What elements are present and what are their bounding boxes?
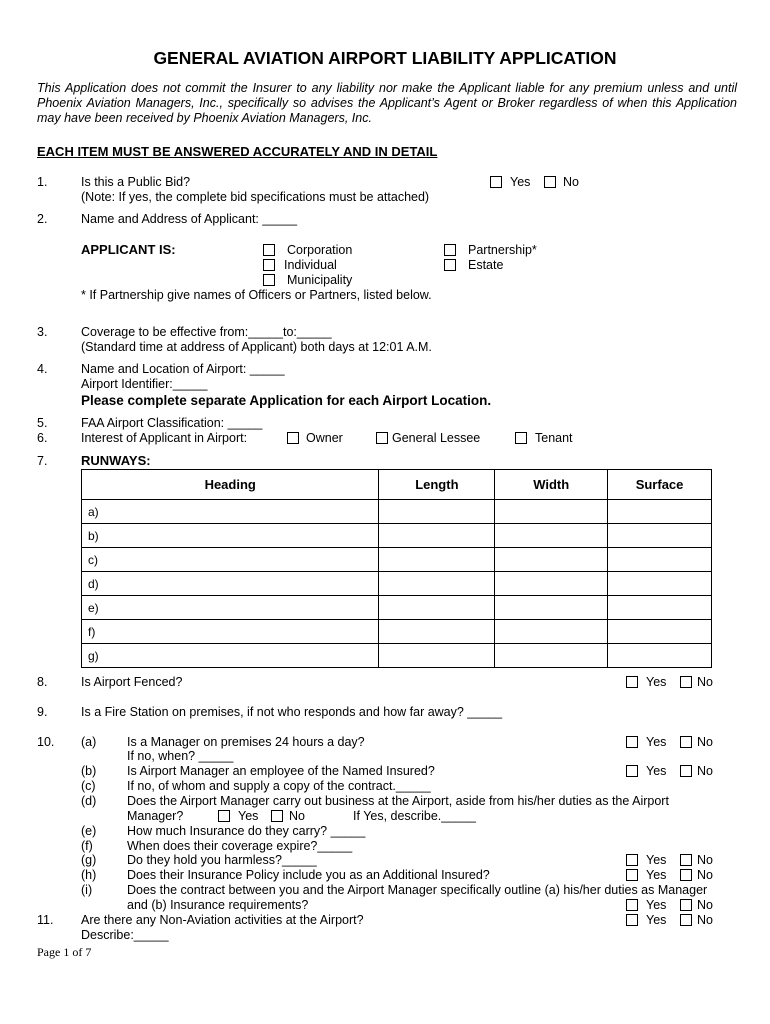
q8-number: 8. xyxy=(37,675,48,689)
q10i-yes-label: Yes xyxy=(646,898,667,912)
q2-text: Name and Address of Applicant: _____ xyxy=(81,212,298,226)
runway-width-cell[interactable] xyxy=(495,572,608,596)
q10a-letter: (a) xyxy=(81,735,97,749)
q1-note: (Note: If yes, the complete bid specifications must be attached) xyxy=(81,190,430,204)
runway-heading-cell[interactable]: f) xyxy=(82,620,379,644)
q5-text: FAA Airport Classification: _____ xyxy=(81,416,263,430)
q3-number: 3. xyxy=(37,325,48,339)
table-row xyxy=(82,596,712,620)
individual-label: Individual xyxy=(284,258,337,272)
q4-number: 4. xyxy=(37,362,48,376)
q10g-yes-checkbox[interactable] xyxy=(626,854,638,866)
runway-width-cell[interactable] xyxy=(495,596,608,620)
runway-length-cell[interactable] xyxy=(379,500,495,524)
q10d-text2: Manager? xyxy=(127,809,184,823)
general-lessee-label: General Lessee xyxy=(392,431,481,445)
q10a-text: Is a Manager on premises 24 hours a day? xyxy=(127,735,365,749)
q10e-letter: (e) xyxy=(81,824,97,838)
q10a-sub: If no, when? _____ xyxy=(127,749,234,763)
header-surface: Surface xyxy=(608,470,712,500)
q2-number: 2. xyxy=(37,212,48,226)
q6-text: Interest of Applicant in Airport: xyxy=(81,431,248,445)
runway-surface-cell[interactable] xyxy=(608,548,712,572)
runway-heading-cell[interactable]: d) xyxy=(82,572,379,596)
q10d-ifyes: If Yes, describe._____ xyxy=(353,809,477,823)
q11-sub: Describe:_____ xyxy=(81,928,169,942)
q9-text: Is a Fire Station on premises, if not who responds and how far away? _____ xyxy=(81,705,503,719)
q10i-text2: and (b) Insurance requirements? xyxy=(127,898,309,912)
runway-heading-cell[interactable]: g) xyxy=(82,644,379,668)
runway-length-cell[interactable] xyxy=(379,596,495,620)
table-row xyxy=(82,620,712,644)
q10a-no-label: No xyxy=(697,735,713,749)
runway-width-cell[interactable] xyxy=(495,524,608,548)
runway-length-cell[interactable] xyxy=(379,620,495,644)
runway-length-cell[interactable] xyxy=(379,524,495,548)
q1-yes-label: Yes xyxy=(510,175,531,189)
runway-width-cell[interactable] xyxy=(495,620,608,644)
header-width: Width xyxy=(495,470,608,500)
q8-no-checkbox[interactable] xyxy=(680,676,692,688)
partnership-checkbox[interactable] xyxy=(444,244,456,256)
runway-heading-cell[interactable]: c) xyxy=(82,548,379,572)
q10b-yes-checkbox[interactable] xyxy=(626,765,638,777)
q10d-yes-label: Yes xyxy=(238,809,259,823)
q11-yes-label: Yes xyxy=(646,913,667,927)
municipality-label: Municipality xyxy=(287,273,353,287)
runway-width-cell[interactable] xyxy=(495,548,608,572)
table-row xyxy=(82,548,712,572)
page-number: Page 1 of 7 xyxy=(37,945,92,959)
q10-number: 10. xyxy=(37,735,55,749)
runways-label: RUNWAYS: xyxy=(81,453,151,468)
runway-heading-cell[interactable]: b) xyxy=(82,524,379,548)
runway-heading-cell[interactable]: a) xyxy=(82,500,379,524)
individual-checkbox[interactable] xyxy=(263,259,275,271)
q10a-yes-checkbox[interactable] xyxy=(626,736,638,748)
estate-label: Estate xyxy=(468,258,504,272)
q7-number: 7. xyxy=(37,454,48,468)
owner-checkbox[interactable] xyxy=(287,432,299,444)
runways-table xyxy=(81,469,712,668)
q1-number: 1. xyxy=(37,175,48,189)
corporation-checkbox[interactable] xyxy=(263,244,275,256)
q10g-no-checkbox[interactable] xyxy=(680,854,692,866)
runway-length-cell[interactable] xyxy=(379,644,495,668)
q1-text: Is this a Public Bid? xyxy=(81,175,191,189)
q11-no-checkbox[interactable] xyxy=(680,914,692,926)
q10g-yes-label: Yes xyxy=(646,853,667,867)
q10d-letter: (d) xyxy=(81,794,97,808)
applicant-is-label: APPLICANT IS: xyxy=(81,242,176,257)
q10h-no-label: No xyxy=(697,868,713,882)
q10g-no-label: No xyxy=(697,853,713,867)
q10e-text: How much Insurance do they carry? _____ xyxy=(127,824,366,838)
q8-yes-checkbox[interactable] xyxy=(626,676,638,688)
runway-length-cell[interactable] xyxy=(379,572,495,596)
q3-note: (Standard time at address of Applicant) both days at 12:01 A.M. xyxy=(81,340,432,354)
q10g-text: Do they hold you harmless?_____ xyxy=(127,853,317,867)
q10h-letter: (h) xyxy=(81,868,97,882)
q10h-no-checkbox[interactable] xyxy=(680,869,692,881)
q5-number: 5. xyxy=(37,416,48,430)
disclaimer-text: This Application does not commit the Insurer to any liability nor make the Applicant liable for any premium unless and until Phoenix Aviation Managers, Inc., specifically so advises the Applicant’s Agent or Broker regardless of when this Application may have been received by Phoenix Aviation Managers, Inc. xyxy=(37,81,737,125)
header-length: Length xyxy=(379,470,495,500)
q10d-yes-checkbox[interactable] xyxy=(218,810,230,822)
owner-label: Owner xyxy=(306,431,343,445)
q10h-text: Does their Insurance Policy include you as an Additional Insured? xyxy=(127,868,490,882)
q9-number: 9. xyxy=(37,705,48,719)
q11-number: 11. xyxy=(37,913,54,927)
q10d-no-label: No xyxy=(289,809,305,823)
q10i-text: Does the contract between you and the Airport Manager specifically outline (a) his/her duties as Manager xyxy=(127,883,708,897)
runway-width-cell[interactable] xyxy=(495,644,608,668)
q10a-no-checkbox[interactable] xyxy=(680,736,692,748)
q10i-letter: (i) xyxy=(81,883,93,897)
runways-header-row xyxy=(82,470,712,500)
table-row xyxy=(82,572,712,596)
q10i-yes-checkbox[interactable] xyxy=(626,899,638,911)
partnership-label: Partnership* xyxy=(468,243,537,257)
runway-surface-cell[interactable] xyxy=(608,500,712,524)
estate-checkbox[interactable] xyxy=(444,259,456,271)
q10f-text: When does their coverage expire?_____ xyxy=(127,839,353,853)
q1-yes-checkbox[interactable] xyxy=(490,176,502,188)
table-row xyxy=(82,500,712,524)
q8-yes-label: Yes xyxy=(646,675,667,689)
q10b-no-checkbox[interactable] xyxy=(680,765,692,777)
partnership-note: * If Partnership give names of Officers or Partners, listed below. xyxy=(81,288,432,302)
tenant-checkbox[interactable] xyxy=(515,432,527,444)
q11-no-label: No xyxy=(697,913,713,927)
tenant-label: Tenant xyxy=(535,431,573,445)
header-heading: Heading xyxy=(82,470,379,500)
page-title: GENERAL AVIATION AIRPORT LIABILITY APPLICATION xyxy=(153,48,617,68)
q10c-letter: (c) xyxy=(81,779,96,793)
runway-heading-cell[interactable]: e) xyxy=(82,596,379,620)
q10h-yes-label: Yes xyxy=(646,868,667,882)
q10i-no-label: No xyxy=(697,898,713,912)
runway-surface-cell[interactable] xyxy=(608,620,712,644)
q10b-text: Is Airport Manager an employee of the Named Insured? xyxy=(127,764,435,778)
municipality-checkbox[interactable] xyxy=(263,274,275,286)
runway-width-cell[interactable] xyxy=(495,500,608,524)
runway-surface-cell[interactable] xyxy=(608,596,712,620)
q10a-yes-label: Yes xyxy=(646,735,667,749)
q1-no-label: No xyxy=(563,175,579,189)
q10b-letter: (b) xyxy=(81,764,97,778)
q10d-text: Does the Airport Manager carry out business at the Airport, aside from his/her duties as the Airport xyxy=(127,794,669,808)
q8-text: Is Airport Fenced? xyxy=(81,675,183,689)
q6-number: 6. xyxy=(37,431,48,445)
q10b-yes-label: Yes xyxy=(646,764,667,778)
q10c-text: If no, of whom and supply a copy of the contract._____ xyxy=(127,779,431,793)
runway-length-cell[interactable] xyxy=(379,548,495,572)
corporation-label: Corporation xyxy=(287,243,353,257)
q3-text: Coverage to be effective from:_____to:_____ xyxy=(81,325,332,339)
q8-no-label: No xyxy=(697,675,713,689)
q1-no-checkbox[interactable] xyxy=(544,176,556,188)
table-row xyxy=(82,644,712,668)
q11-yes-checkbox[interactable] xyxy=(626,914,638,926)
q10f-letter: (f) xyxy=(81,839,93,853)
section-heading: EACH ITEM MUST BE ANSWERED ACCURATELY AND IN DETAIL xyxy=(37,144,438,159)
q4-identifier: Airport Identifier:_____ xyxy=(81,377,208,391)
q10d-no-checkbox[interactable] xyxy=(271,810,283,822)
q10h-yes-checkbox[interactable] xyxy=(626,869,638,881)
q10i-no-checkbox[interactable] xyxy=(680,899,692,911)
table-row xyxy=(82,524,712,548)
q4-text: Name and Location of Airport: _____ xyxy=(81,362,285,376)
runway-surface-cell[interactable] xyxy=(608,572,712,596)
q10g-letter: (g) xyxy=(81,853,97,867)
q4-notice: Please complete separate Application for each Airport Location. xyxy=(81,393,492,408)
q11-text: Are there any Non-Aviation activities at the Airport? xyxy=(81,913,364,927)
runway-surface-cell[interactable] xyxy=(608,644,712,668)
q10b-no-label: No xyxy=(697,764,713,778)
runway-surface-cell[interactable] xyxy=(608,524,712,548)
general-lessee-checkbox[interactable] xyxy=(376,432,388,444)
